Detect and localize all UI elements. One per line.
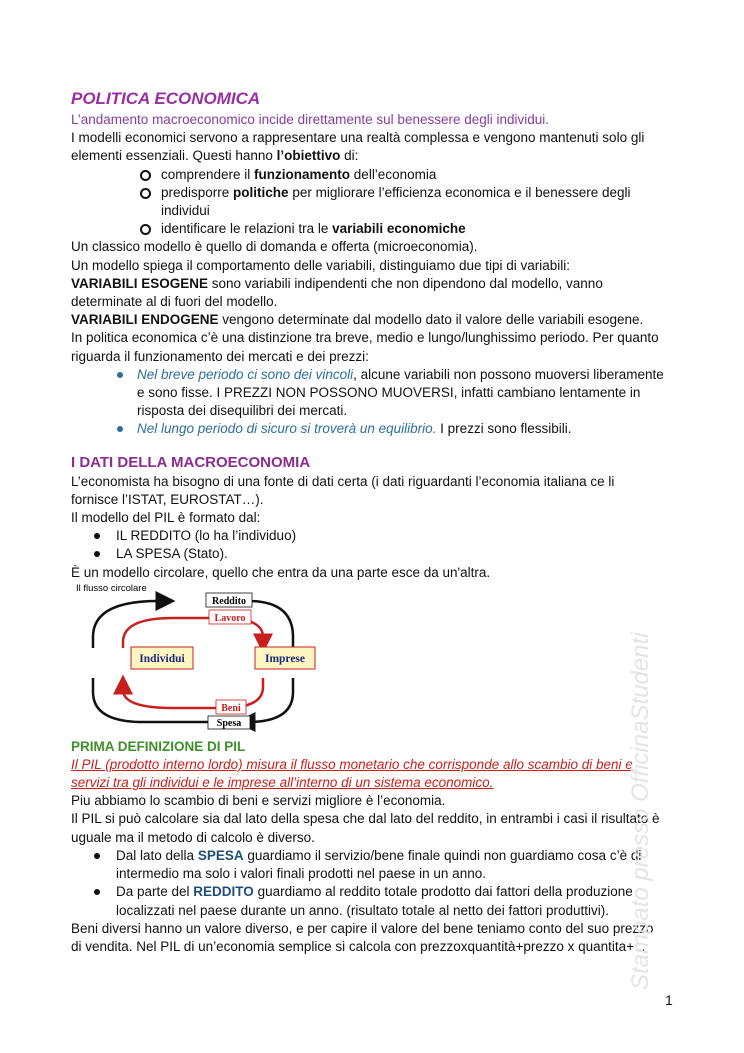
- paragraph: fornisce l’ISTAT, EUROSTAT…).: [71, 491, 264, 507]
- list-item: IL REDDITO (lo ha l’individuo): [71, 527, 681, 545]
- section-title-dati: I DATI DELLA MACROECONOMIA: [71, 453, 311, 471]
- paragraph: L’economista ha bisogno di una fonte di dati certa (i dati riguardanti l’economia italiana ce li: [71, 473, 615, 489]
- paragraph: È un modello circolare, quello che entra da una parte esce da un'altra.: [71, 564, 491, 580]
- watermark: [620, 540, 660, 990]
- paragraph: VARIABILI ESOGENE sono variabili indipendenti che non dipendono dal modello, vanno: [71, 275, 603, 291]
- individui-label: Individui: [139, 652, 185, 665]
- paragraph: Un modello spiega il comportamento delle variabili, distinguiamo due tipi di variabili:: [71, 257, 571, 273]
- list-item: Nel lungo periodo di sicuro si troverà un equilibrio. I prezzi sono flessibili.: [71, 420, 681, 438]
- list-item: Dal lato della SPESA guardiamo il servizio/bene finale quindi non guardiamo cosa c’è di: [71, 847, 681, 865]
- list-item: predisporre politiche per migliorare l’efficienza economica e il benessere degli: [71, 184, 681, 202]
- page-number: 1: [665, 992, 673, 1008]
- paragraph: uguale ma il metodo di calcolo è diverso.: [71, 829, 315, 845]
- lavoro-label: Lavoro: [214, 612, 246, 624]
- paragraph: riguarda il funzionamento dei mercati e dei prezzi:: [71, 348, 369, 364]
- list-item-continuation: individui: [161, 203, 210, 219]
- list-item-continuation: e sono fisse. I PREZZI NON POSSONO MUOVERSI, infatti cambiano lentamente in: [137, 385, 641, 401]
- document-page: [71, 88, 681, 956]
- reddito-label: Reddito: [212, 595, 246, 607]
- paragraph: Il modello del PIL è formato dal:: [71, 510, 261, 526]
- paragraph: Piu abbiamo lo scambio di beni e servizi migliore è l’economia.: [71, 793, 446, 809]
- list-item: comprendere il funzionamento dell’economia: [71, 166, 681, 184]
- paragraph: VARIABILI ENDOGENE vengono determinate dal modello dato il valore delle variabili esogene.: [71, 312, 644, 328]
- section-title-politica: POLITICA ECONOMICA: [71, 89, 261, 108]
- imprese-label: Imprese: [264, 652, 306, 665]
- list-item: identificare le relazioni tra le variabili economiche: [71, 220, 681, 238]
- watermark-text: Stampato presso OfficinaStudenti: [627, 632, 654, 990]
- list-item: LA SPESA (Stato).: [71, 545, 681, 563]
- paragraph: Beni diversi hanno un valore diverso, e per capire il valore del bene teniamo conto del suo prezzo: [71, 920, 654, 936]
- pil-methods-list: [71, 847, 681, 920]
- pil-definition: Il PIL (prodotto interno lordo) misura il flusso monetario che corrisponde allo scambio di beni e: [71, 756, 633, 772]
- section-title-pil: PRIMA DEFINIZIONE DI PIL: [71, 738, 246, 754]
- paragraph: Il PIL si può calcolare sia dal lato della spesa che dal lato del reddito, in entrambi i casi il risultato è: [71, 811, 660, 827]
- pil-components-list: [71, 527, 681, 563]
- periods-list: [71, 366, 681, 439]
- paragraph: determinate al di fuori del modello.: [71, 294, 278, 310]
- list-item: Da parte del REDDITO guardiamo al reddito totale prodotto dai fattori della produzione: [71, 883, 681, 901]
- beni-label: Beni: [221, 702, 241, 714]
- outer-flow-bottom-right: [243, 678, 293, 722]
- pil-definition: servizi tra gli individui e le imprese all’interno di un sistema economico.: [71, 775, 494, 791]
- subtitle: L’andamento macroeconomico incide direttamente sul benessere degli individui.: [71, 112, 550, 127]
- paragraph: In politica economica c’è una distinzione tra breve, medio e lungo/lunghissimo periodo. Per quanto: [71, 330, 659, 346]
- paragraph: elementi essenziali. Questi hanno l’obiettivo di:: [71, 148, 359, 164]
- outer-flow-bottom-left: [93, 678, 208, 722]
- list-item: Nel breve periodo ci sono dei vincoli, alcune variabili non possono muoversi liberamente: [71, 366, 681, 384]
- circular-flow-svg: [73, 582, 323, 732]
- paragraph: di vendita. Nel PIL di un’economia semplice si calcola con prezzoxquantità+prezzo x quantita+...: [71, 938, 646, 954]
- diagram-caption: Il flusso circolare: [76, 582, 147, 594]
- circular-flow-diagram: [73, 582, 323, 732]
- list-item-continuation: risposta dei disequilibri dei mercati.: [137, 403, 348, 419]
- paragraph: Un classico modello è quello di domanda e offerta (microeconomia).: [71, 239, 478, 255]
- list-item-continuation: intermedio ma solo i valori finali prodotti nel paese in un anno.: [116, 866, 486, 882]
- goals-list: [71, 166, 681, 239]
- outer-flow-top-left: [93, 601, 168, 648]
- list-item-continuation: localizzati nel paese durante un anno. (risultato totale al netto dei fattori produttivi).: [116, 902, 610, 918]
- spesa-label: Spesa: [216, 717, 242, 729]
- paragraph: I modelli economici servono a rappresentare una realtà complessa e vengono mantenuti solo gli: [71, 130, 645, 146]
